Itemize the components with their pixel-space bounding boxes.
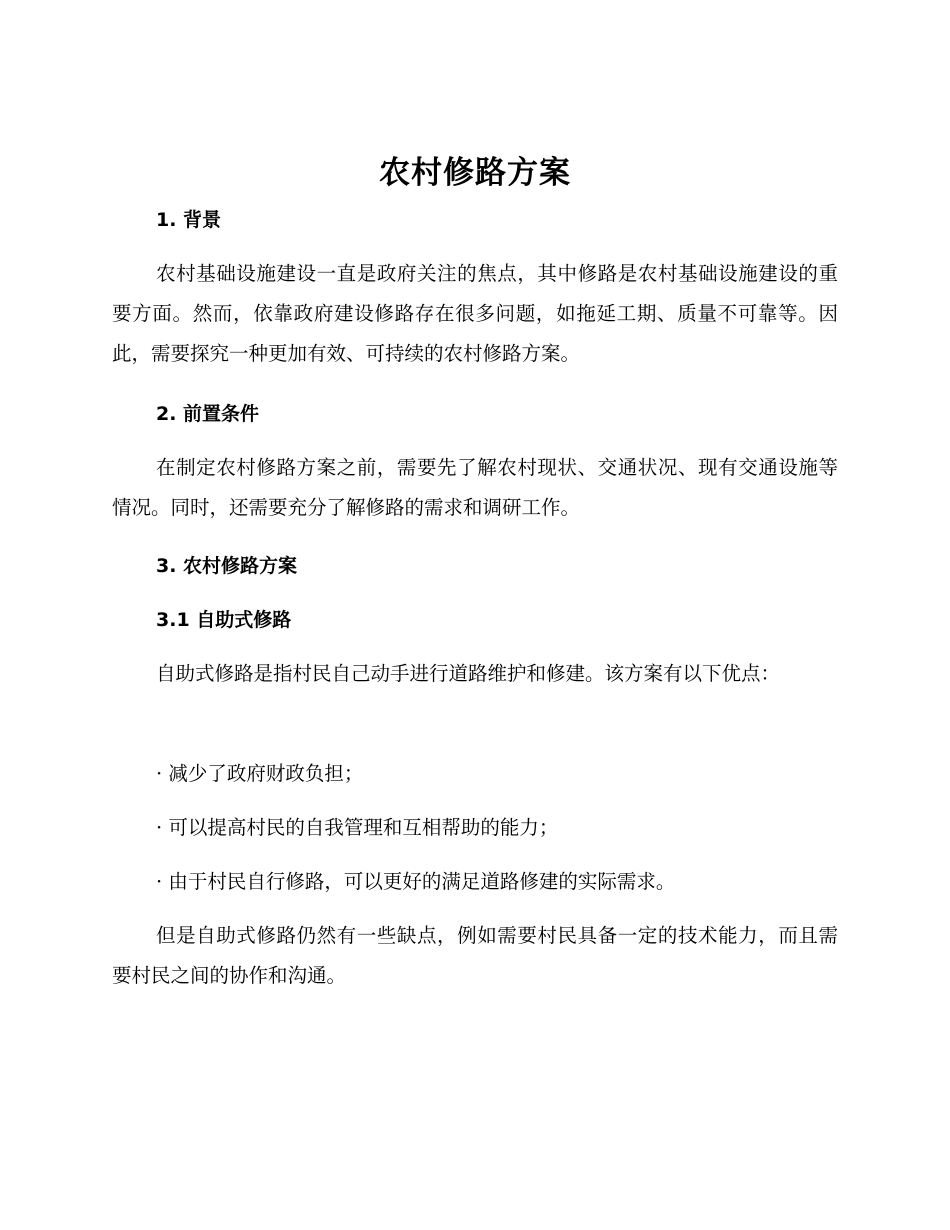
section-heading-prerequisites: 2. 前置条件 bbox=[156, 403, 260, 425]
list-item: · 由于村民自行修路，可以更好的满足道路修建的实际需求。 bbox=[156, 870, 676, 893]
document-title: 农村修路方案 bbox=[379, 155, 571, 191]
paragraph-self-help-drawbacks: 但是自助式修路仍然有一些缺点，例如需要村民具备一定的技术能力，而且需要村民之间的协作和沟通。 bbox=[112, 924, 838, 987]
paragraph-prerequisites: 在制定农村修路方案之前，需要先了解农村现状、交通状况、现有交通设施等情况。同时，还需要充分了解修路的需求和调研工作。 bbox=[112, 456, 838, 519]
section-heading-plan: 3. 农村修路方案 bbox=[156, 555, 298, 577]
list-item: · 可以提高村民的自我管理和互相帮助的能力； bbox=[156, 816, 559, 839]
list-item: · 减少了政府财政负担； bbox=[156, 762, 364, 785]
section-heading-background: 1. 背景 bbox=[156, 209, 222, 231]
paragraph-background: 农村基础设施建设一直是政府关注的焦点，其中修路是农村基础设施建设的重要方面。然而，依靠政府建设修路存在很多问题，如拖延工期、质量不可靠等。因此，需要探究一种更加有效、可持续的农村修路方案。 bbox=[112, 262, 838, 365]
paragraph-self-help-intro: 自助式修路是指村民自己动手进行道路维护和修建。该方案有以下优点： bbox=[156, 662, 781, 685]
section-heading-self-help: 3.1 自助式修路 bbox=[156, 609, 292, 631]
document-page bbox=[112, 0, 838, 1230]
